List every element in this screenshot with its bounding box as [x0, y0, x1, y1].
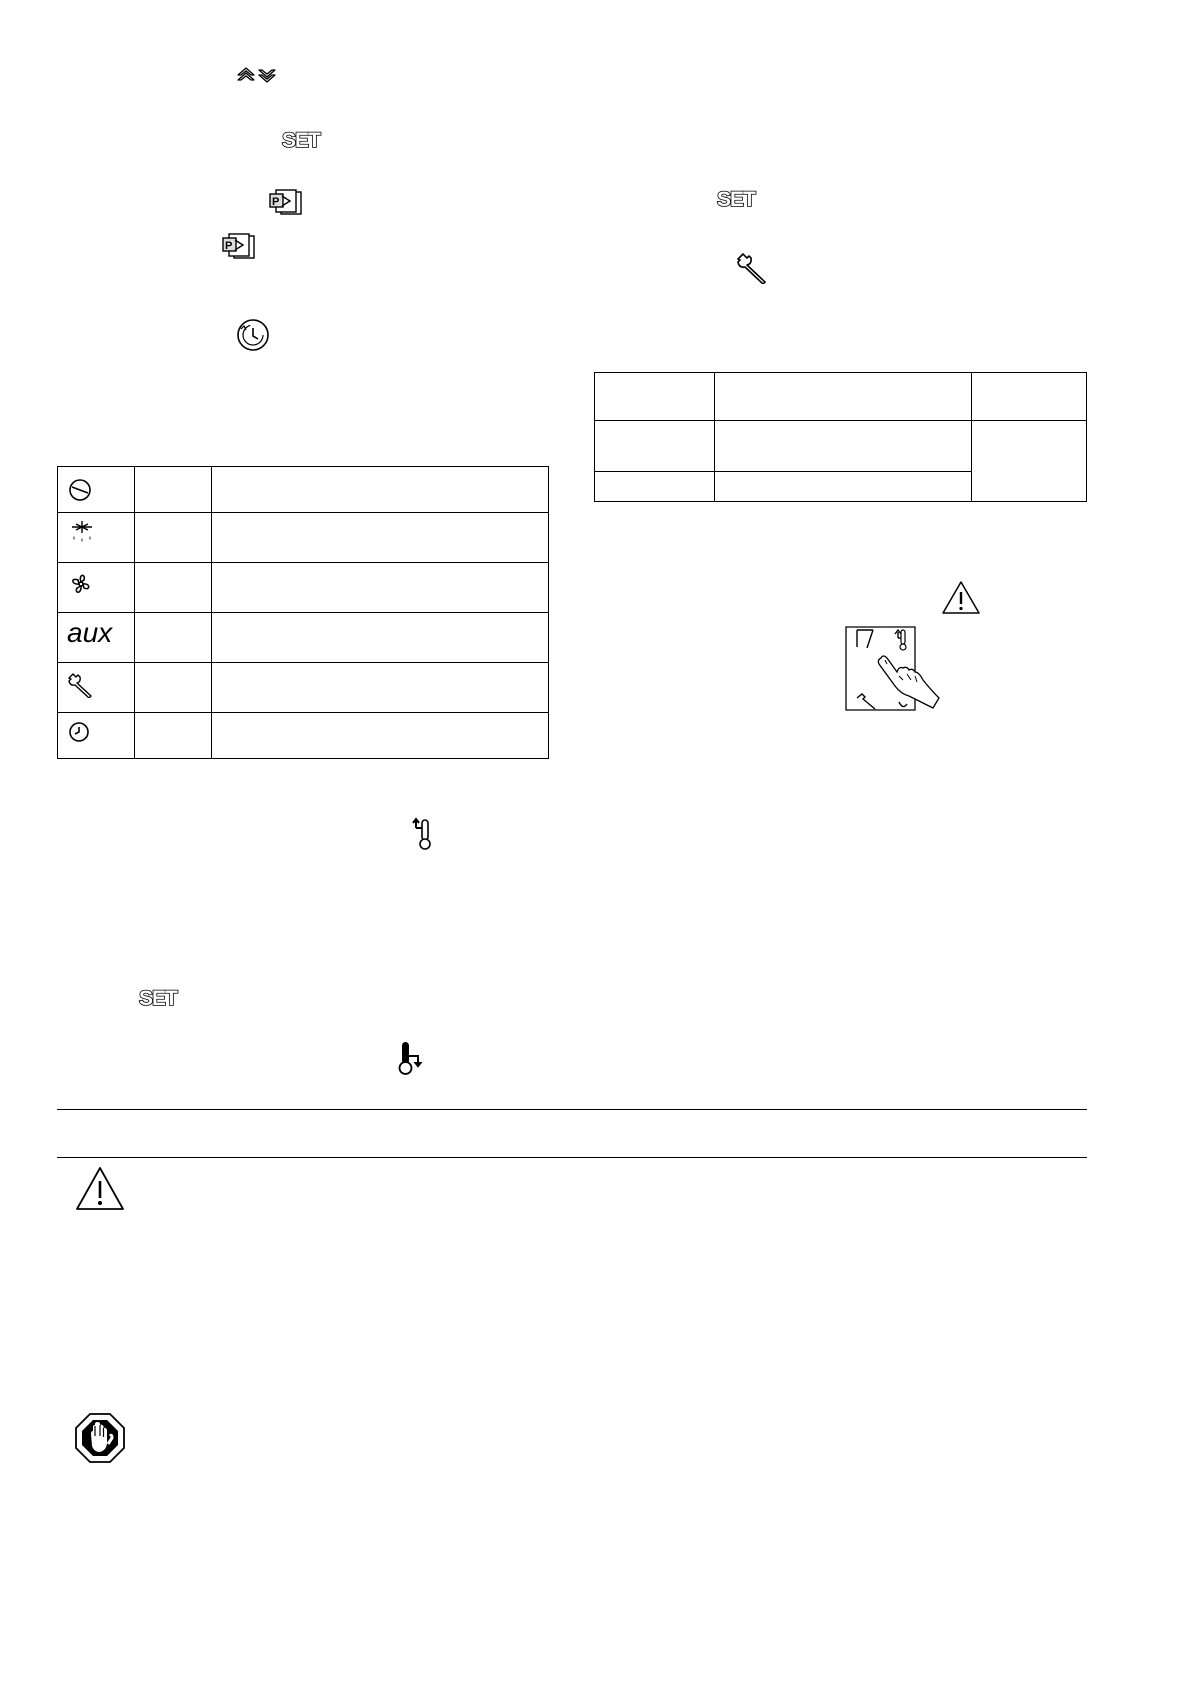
fan-icon [68, 571, 134, 597]
up-down-arrows-icon [237, 66, 279, 84]
table-cell [212, 713, 549, 759]
clock-icon [68, 721, 134, 743]
table-cell [715, 472, 972, 502]
table-cell [58, 513, 135, 563]
table-cell [135, 563, 212, 613]
table-cell [972, 373, 1087, 421]
table-cell [715, 373, 972, 421]
table-cell [212, 513, 549, 563]
table-cell [212, 663, 549, 713]
wrench-icon [735, 252, 771, 284]
warning-triangle-icon [75, 1166, 125, 1212]
table-cell [58, 467, 135, 513]
table-row [58, 467, 549, 513]
table-row [58, 513, 549, 563]
temp-up-icon [410, 817, 436, 851]
history-clock-icon [235, 317, 271, 353]
table-cell [212, 613, 549, 663]
svg-text:P: P [225, 240, 233, 252]
table-cell [135, 713, 212, 759]
table-cell [58, 563, 135, 613]
table-row [58, 663, 549, 713]
table-cell [212, 563, 549, 613]
table-cell [135, 513, 212, 563]
info-table [594, 372, 1087, 502]
table-cell [212, 467, 549, 513]
set-button-icon: SET [282, 129, 320, 152]
section-divider [57, 1109, 1087, 1110]
keypad-illustration [843, 624, 943, 714]
compressor-icon [68, 478, 134, 502]
table-row [595, 421, 1087, 472]
wrench-icon [67, 672, 134, 698]
table-cell [58, 663, 135, 713]
section-divider [57, 1157, 1087, 1158]
program-card-icon [221, 232, 257, 260]
program-card-icon [268, 188, 304, 216]
table-row [58, 613, 549, 663]
table-row [58, 713, 549, 759]
table-cell [135, 613, 212, 663]
warning-triangle-icon [941, 580, 981, 616]
table-cell [715, 421, 972, 472]
icon-legend-table [57, 466, 549, 759]
table-row [58, 563, 549, 613]
table-cell [58, 713, 135, 759]
set-button-icon: SET [717, 188, 755, 211]
defrost-icon [68, 519, 134, 545]
table-row [595, 373, 1087, 421]
table-cell [595, 373, 715, 421]
table-cell [595, 421, 715, 472]
table-cell [595, 472, 715, 502]
svg-text:P: P [272, 196, 280, 208]
set-button-icon: SET [139, 987, 177, 1010]
temp-down-icon [398, 1040, 428, 1076]
table-cell [58, 613, 135, 663]
aux-label: aux [67, 616, 113, 648]
stop-hand-icon [74, 1412, 126, 1464]
table-cell [972, 421, 1087, 502]
table-cell [135, 663, 212, 713]
table-cell [135, 467, 212, 513]
